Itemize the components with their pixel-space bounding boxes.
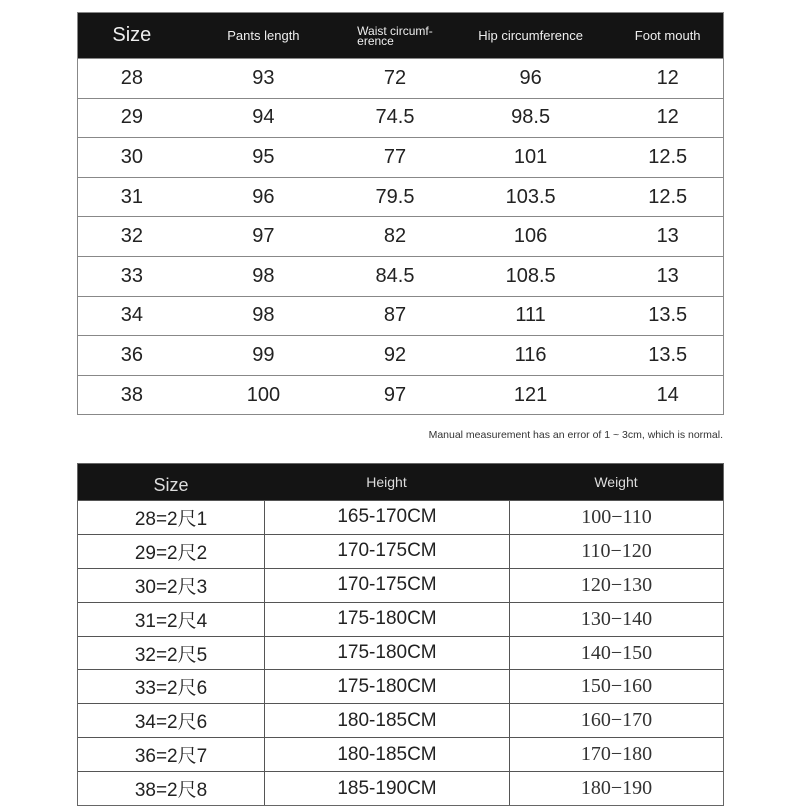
header-size: Size bbox=[112, 24, 152, 46]
cell-foot-mouth: 13.5 bbox=[648, 304, 688, 327]
cell-hip: 96 bbox=[519, 66, 542, 89]
cell-size: 30=2尺3 bbox=[134, 576, 208, 598]
cell-size: 30 bbox=[120, 145, 143, 168]
cell-weight: 120−130 bbox=[509, 569, 723, 602]
cell-foot-mouth: 14 bbox=[656, 383, 679, 406]
cell-foot-mouth: 12 bbox=[656, 106, 679, 129]
cell-foot-mouth: 13.5 bbox=[648, 343, 688, 366]
cell-height: 185-190CM bbox=[264, 772, 509, 805]
cell-foot-mouth: 13 bbox=[656, 264, 679, 287]
cell-waist: 87 bbox=[383, 304, 407, 327]
cell-hip: 111 bbox=[515, 304, 546, 327]
table-header bbox=[78, 464, 723, 500]
cell-height: 170-175CM bbox=[264, 535, 509, 568]
cell-pants-length: 98 bbox=[252, 304, 275, 327]
cell-waist: 92 bbox=[383, 343, 407, 366]
cell-hip: 108.5 bbox=[505, 264, 556, 287]
cell-weight: 150−160 bbox=[509, 670, 723, 703]
cell-weight: 180−190 bbox=[509, 772, 723, 805]
cell-size: 28=2尺1 bbox=[134, 508, 208, 530]
cell-pants-length: 100 bbox=[246, 383, 281, 406]
table-row bbox=[78, 335, 723, 375]
header-waist: Waist circumf- erence bbox=[357, 23, 433, 48]
cell-size: 28 bbox=[120, 66, 143, 89]
table-row bbox=[78, 534, 723, 568]
cell-size: 31 bbox=[120, 185, 143, 208]
cell-foot-mouth: 12 bbox=[656, 66, 679, 89]
cell-pants-length: 93 bbox=[252, 66, 275, 89]
header-size: Size bbox=[153, 474, 189, 495]
cell-size: 31=2尺4 bbox=[134, 610, 208, 632]
cell-waist: 74.5 bbox=[375, 106, 415, 129]
table-header bbox=[78, 13, 723, 58]
cell-size: 29 bbox=[120, 106, 143, 129]
cell-hip: 98.5 bbox=[511, 106, 551, 129]
table-row bbox=[78, 669, 723, 703]
table-row bbox=[78, 375, 723, 415]
height-weight-table bbox=[77, 463, 724, 806]
table-row bbox=[78, 256, 723, 296]
cell-size: 34=2尺6 bbox=[134, 712, 208, 734]
table-row bbox=[78, 568, 723, 602]
cell-height: 165-170CM bbox=[264, 501, 509, 534]
table-row bbox=[78, 602, 723, 636]
table-row bbox=[78, 737, 723, 771]
cell-size: 33=2尺6 bbox=[134, 678, 208, 700]
cell-size: 36=2尺7 bbox=[134, 746, 208, 768]
pants-size-table bbox=[77, 12, 724, 415]
table-row bbox=[78, 58, 723, 98]
measurement-note: Manual measurement has an error of 1 ~ 3cm, which is normal. bbox=[428, 429, 723, 441]
header-weight: Weight bbox=[594, 474, 638, 490]
cell-hip: 106 bbox=[513, 225, 548, 248]
cell-size: 38=2尺8 bbox=[134, 780, 208, 802]
table-row bbox=[78, 137, 723, 177]
cell-hip: 101 bbox=[513, 145, 548, 168]
cell-height: 170-175CM bbox=[264, 569, 509, 602]
table-row bbox=[78, 296, 723, 336]
cell-height: 175-180CM bbox=[264, 637, 509, 670]
cell-waist: 72 bbox=[383, 66, 407, 89]
cell-size: 29=2尺2 bbox=[134, 542, 208, 564]
table-row bbox=[78, 98, 723, 138]
cell-hip: 103.5 bbox=[505, 185, 556, 208]
cell-hip: 116 bbox=[514, 343, 547, 366]
cell-pants-length: 99 bbox=[252, 343, 275, 366]
cell-weight: 160−170 bbox=[509, 704, 723, 737]
cell-pants-length: 96 bbox=[252, 185, 275, 208]
table-row bbox=[78, 703, 723, 737]
cell-waist: 84.5 bbox=[375, 264, 415, 287]
cell-height: 175-180CM bbox=[264, 603, 509, 636]
cell-height: 180-185CM bbox=[264, 738, 509, 771]
cell-weight: 130−140 bbox=[509, 603, 723, 636]
cell-hip: 121 bbox=[513, 383, 548, 406]
cell-waist: 77 bbox=[383, 145, 407, 168]
cell-foot-mouth: 12.5 bbox=[648, 145, 688, 168]
table-row bbox=[78, 500, 723, 534]
table-row bbox=[78, 177, 723, 217]
cell-size: 34 bbox=[120, 304, 143, 327]
cell-waist: 79.5 bbox=[375, 185, 415, 208]
cell-pants-length: 95 bbox=[252, 145, 275, 168]
table-row bbox=[78, 636, 723, 670]
cell-size: 33 bbox=[120, 264, 143, 287]
cell-foot-mouth: 12.5 bbox=[648, 185, 688, 208]
header-height: Height bbox=[366, 474, 407, 490]
cell-weight: 100−110 bbox=[509, 501, 723, 534]
cell-height: 180-185CM bbox=[264, 704, 509, 737]
cell-pants-length: 97 bbox=[252, 225, 275, 248]
cell-waist: 97 bbox=[383, 383, 407, 406]
cell-waist: 82 bbox=[383, 225, 407, 248]
cell-size: 36 bbox=[120, 343, 143, 366]
cell-weight: 170−180 bbox=[509, 738, 723, 771]
header-hip: Hip circumference bbox=[478, 28, 583, 43]
table-row bbox=[78, 216, 723, 256]
cell-weight: 140−150 bbox=[509, 637, 723, 670]
header-pants-length: Pants length bbox=[227, 28, 300, 43]
header-foot-mouth: Foot mouth bbox=[634, 28, 701, 43]
cell-size: 38 bbox=[120, 383, 143, 406]
cell-size: 32=2尺5 bbox=[134, 644, 208, 666]
cell-height: 175-180CM bbox=[264, 670, 509, 703]
cell-weight: 110−120 bbox=[509, 535, 723, 568]
cell-size: 32 bbox=[120, 225, 143, 248]
cell-foot-mouth: 13 bbox=[656, 225, 679, 248]
cell-pants-length: 94 bbox=[252, 106, 275, 129]
cell-pants-length: 98 bbox=[252, 264, 275, 287]
